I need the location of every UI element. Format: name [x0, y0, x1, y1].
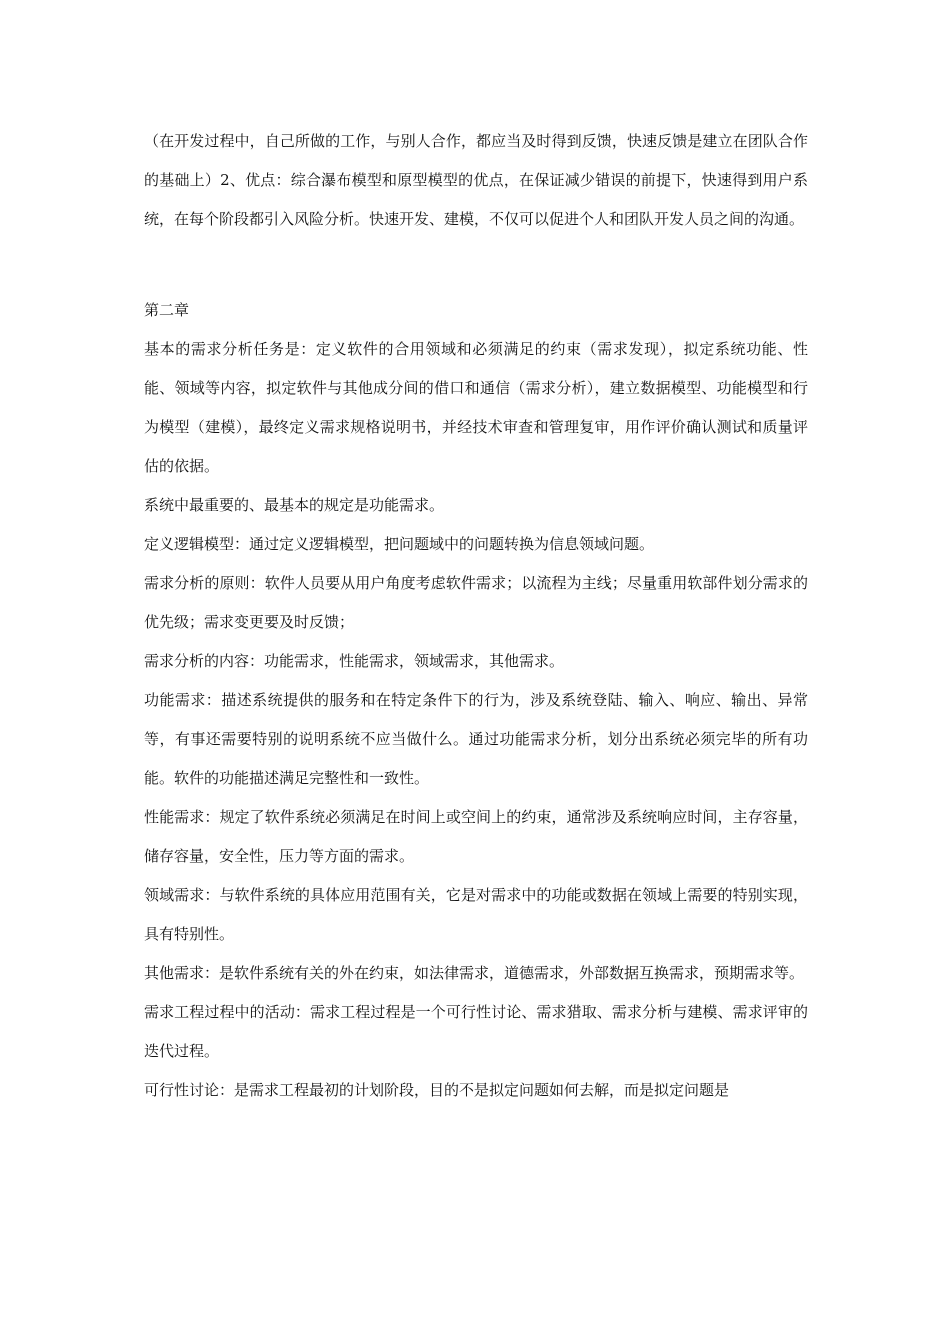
paragraph-performance-requirements: 性能需求：规定了软件系统必须满足在时间上或空间上的约束，通常涉及系统响应时间，主存容量，储存容量，安全性，压力等方面的需求。: [144, 808, 808, 865]
paragraph-gap: [144, 239, 808, 291]
chapter-title: 第二章: [144, 301, 190, 319]
document-body: [144, 122, 808, 1110]
paragraph-functional-requirements: 功能需求：描述系统提供的服务和在特定条件下的行为，涉及系统登陆、输入、响应、输出、异常等，有事还需要特别的说明系统不应当做什么。通过功能需求分析，划分出系统必须完毕的所有功能。软件的功能描述满足完整性和一致性。: [144, 691, 808, 787]
paragraph-domain-requirements: 领域需求：与软件系统的具体应用范围有关，它是对需求中的功能或数据在领域上需要的特别实现，具有特别性。: [144, 886, 808, 943]
paragraph-functional-core: 系统中最重要的、最基本的规定是功能需求。: [144, 496, 445, 514]
paragraph-engineering-activities: 需求工程过程中的活动：需求工程过程是一个可行性讨论、需求猎取、需求分析与建模、需求评审的迭代过程。: [144, 1003, 808, 1060]
paragraph-analysis-content: 需求分析的内容：功能需求，性能需求，领域需求，其他需求。: [144, 652, 565, 670]
paragraph-analysis-principles: 需求分析的原则：软件人员要从用户角度考虑软件需求；以流程为主线；尽量重用软部件划分需求的优先级；需求变更要及时反馈；: [144, 574, 808, 631]
paragraph-feasibility-study: 可行性讨论：是需求工程最初的计划阶段，目的不是拟定问题如何去解，而是拟定问题是: [144, 1081, 730, 1099]
paragraph-logical-model: 定义逻辑模型：通过定义逻辑模型，把问题域中的问题转换为信息领域问题。: [144, 535, 655, 553]
paragraph-requirements-tasks: 基本的需求分析任务是：定义软件的合用领域和必须满足的约束（需求发现），拟定系统功能、性能、领域等内容，拟定软件与其他成分间的借口和通信（需求分析），建立数据模型、功能模型和行为模型（建模），最终定义需求规格说明书，并经技术审查和管理复审，用作评价确认测试和质量评估的依据。: [144, 340, 808, 475]
intro-paragraph: （在开发过程中，自己所做的工作，与别人合作，都应当及时得到反馈，快速反馈是建立在团队合作的基础上）2、优点：综合瀑布模型和原型模型的优点，在保证减少错误的前提下，快速得到用户系统，在每个阶段都引入风险分析。快速开发、建模，不仅可以促进个人和团队开发人员之间的沟通。: [144, 132, 808, 228]
paragraph-other-requirements: 其他需求：是软件系统有关的外在约束，如法律需求，道德需求，外部数据互换需求，预期需求等。: [144, 964, 805, 982]
